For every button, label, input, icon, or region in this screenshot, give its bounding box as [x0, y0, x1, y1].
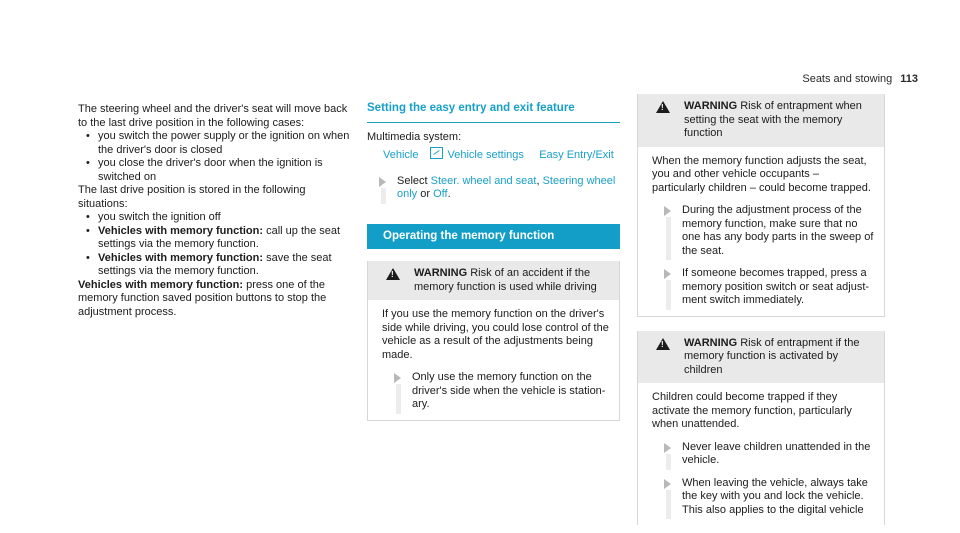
page-number: 113	[900, 73, 918, 85]
warning-header: ! WARNING Risk of entrapment when setting the seat with the memory function	[638, 94, 884, 147]
path-easy: Easy Entry/Exit	[539, 149, 614, 161]
instruction-step: Only use the memory function on the driver's side when the vehicle is station-ary.	[382, 371, 609, 412]
warning-box	[367, 261, 620, 421]
step-arrow-icon	[664, 206, 671, 216]
settings-icon	[430, 147, 443, 159]
list-item: • you switch the power supply or the ignition on when the driver's door is closed	[78, 130, 350, 157]
list-item: • Vehicles with memory function: call up the seat settings via the memory function.	[78, 225, 350, 252]
instruction-step: If someone becomes trapped, press a memory position switch or seat adjust-ment switch immediately.	[652, 267, 874, 308]
instruction-step: Select Steer. wheel and seat, Steering wheel only or Off.	[367, 175, 620, 202]
stored-text: The last drive position is stored in the following situations:	[78, 184, 306, 210]
path-vehicle: Vehicle	[383, 149, 419, 161]
page-header	[802, 73, 918, 87]
step-arrow-icon	[664, 443, 671, 453]
column-1	[78, 103, 350, 319]
warning-icon: !	[656, 338, 670, 350]
warning-header: ! WARNING Risk of entrapment if the memory function is activated by children	[638, 331, 884, 384]
column-3	[637, 94, 885, 525]
operating-heading: Operating the memory function	[367, 224, 620, 250]
final-text: Vehicles with memory function: press one of the memory function saved position buttons to stop the adjustment process.	[78, 278, 327, 318]
step-arrow-icon	[664, 269, 671, 279]
instruction-step: Never leave children unattended in the vehicle.	[652, 441, 874, 468]
intro-text: The steering wheel and the driver's seat will move back to the last drive position in the following cases:	[78, 103, 348, 129]
instruction-step: When leaving the vehicle, always take the key with you and lock the vehicle. This also applies to the digital vehicle	[652, 477, 874, 518]
warning-header: ! WARNING Risk of an accident if the memory function is used while driving	[368, 261, 619, 300]
section-name: Seats and stowing	[802, 73, 893, 85]
list-item: • you switch the ignition off	[78, 211, 350, 225]
warning-body: When the memory function adjusts the seat, you and other vehicle occupants – particularly children – could become trapped. During the adjustment process of the memory function, make sure that no one has any body parts in the sweep of the seat. If someone becomes trapped, press a memory position switch or seat adjust-ment switch immediately.	[638, 147, 884, 316]
path-settings: Vehicle settings	[447, 149, 524, 161]
warning-icon: !	[656, 101, 670, 113]
step-arrow-icon	[664, 479, 671, 489]
menu-path	[367, 146, 620, 163]
column-2	[367, 102, 620, 421]
warning-box	[637, 331, 885, 526]
step-arrow-icon	[394, 373, 401, 383]
step-arrow-icon	[379, 177, 386, 187]
list-item: • you close the driver's door when the ignition is switched on	[78, 157, 350, 184]
instruction-step: During the adjustment process of the memory function, make sure that no one has any body parts in the sweep of the seat.	[652, 204, 874, 258]
warning-icon: !	[386, 268, 400, 280]
warning-body: If you use the memory function on the driver's side while driving, you could lose control of the vehicle as a result of the adjustments being made. Only use the memory function on the driver's side when the vehicle is station-ary.	[368, 300, 619, 420]
warning-body: Children could become trapped if they activate the memory function, particularly when unattended. Never leave children unattended in the vehicle. When leaving the vehicle, always take the key with you and lock the vehicle. This also applies to the digital vehicle	[638, 383, 884, 525]
multimedia-label: Multimedia system:	[367, 130, 462, 143]
list-item: • Vehicles with memory function: save the seat settings via the memory function.	[78, 252, 350, 279]
section-title: Setting the easy entry and exit feature	[367, 102, 620, 123]
warning-box	[637, 94, 885, 317]
